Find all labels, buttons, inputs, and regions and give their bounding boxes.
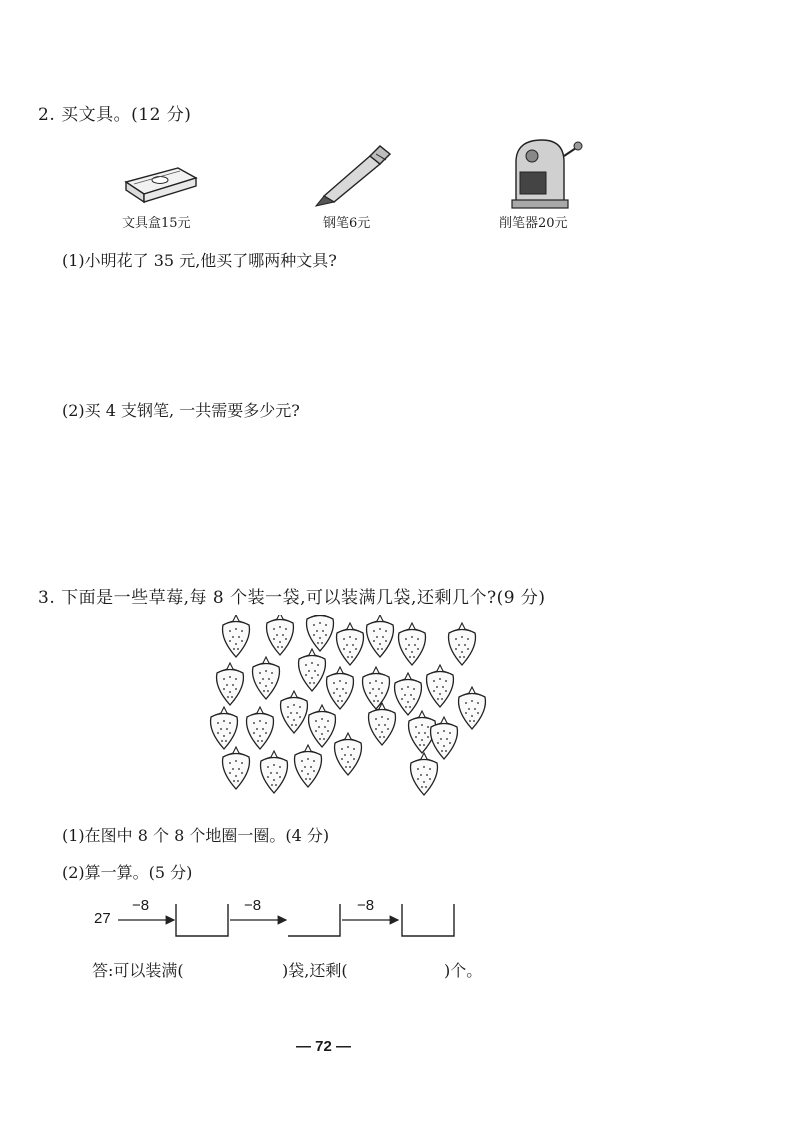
q2-sub2: (2)买 4 支钢笔, 一共需要多少元? [62, 401, 300, 420]
strawberry [309, 705, 336, 747]
fountain-pen-icon [310, 140, 395, 208]
chain-arrows [114, 896, 464, 940]
pencil-sharpener-icon [502, 132, 584, 212]
strawberry [367, 615, 394, 657]
strawberry [399, 623, 426, 665]
strawberry [411, 753, 438, 795]
pencil-sharpener-label: 削笔器20元 [499, 216, 568, 231]
strawberry [327, 667, 354, 709]
strawberry [369, 703, 396, 745]
step-label-3: −8 [357, 897, 375, 914]
pencil-box-label: 文具盒15元 [122, 216, 191, 231]
answer-blank-bags[interactable] [198, 958, 274, 980]
strawberry [449, 623, 476, 665]
strawberry [253, 657, 280, 699]
chain-start-number: 27 [94, 910, 111, 927]
answer-suffix: )个。 [444, 961, 483, 980]
q2-sub1: (1)小明花了 35 元,他买了哪两种文具? [62, 251, 337, 270]
q2-title: 2. 买文具。(12 分) [38, 105, 192, 125]
pencil-box-icon [120, 158, 200, 206]
strawberry [281, 691, 308, 733]
strawberry [335, 733, 362, 775]
strawberry [395, 673, 422, 715]
answer-middle: )袋,还剩( [282, 961, 348, 980]
strawberry [295, 745, 322, 787]
step-label-1: −8 [132, 897, 150, 914]
strawberry [427, 665, 454, 707]
q3-title: 3. 下面是一些草莓,每 8 个装一袋,可以装满几袋,还剩几个?(9 分) [38, 588, 546, 608]
strawberry [223, 615, 250, 657]
answer-box-3[interactable] [402, 904, 454, 936]
strawberry [337, 623, 364, 665]
answer-box-2[interactable] [288, 904, 340, 936]
strawberry [217, 663, 244, 705]
strawberry [299, 649, 326, 691]
strawberry [223, 747, 250, 789]
strawberry [247, 707, 274, 749]
strawberry [459, 687, 486, 729]
page-number: — 72 — [296, 1038, 352, 1055]
answer-prefix: 答:可以装满( [92, 961, 184, 980]
strawberry [363, 667, 390, 709]
step-label-2: −8 [244, 897, 262, 914]
strawberry [261, 751, 288, 793]
strawberry-picture [200, 615, 500, 810]
q3-sub2: (2)算一算。(5 分) [62, 863, 193, 882]
q3-sub1: (1)在图中 8 个 8 个地圈一圈。(4 分) [62, 826, 330, 845]
answer-box-1[interactable] [176, 904, 228, 936]
strawberry [267, 615, 294, 655]
strawberry [211, 707, 238, 749]
fountain-pen-label: 钢笔6元 [323, 216, 371, 231]
strawberry [307, 615, 334, 651]
answer-blank-remaining[interactable] [368, 958, 440, 980]
